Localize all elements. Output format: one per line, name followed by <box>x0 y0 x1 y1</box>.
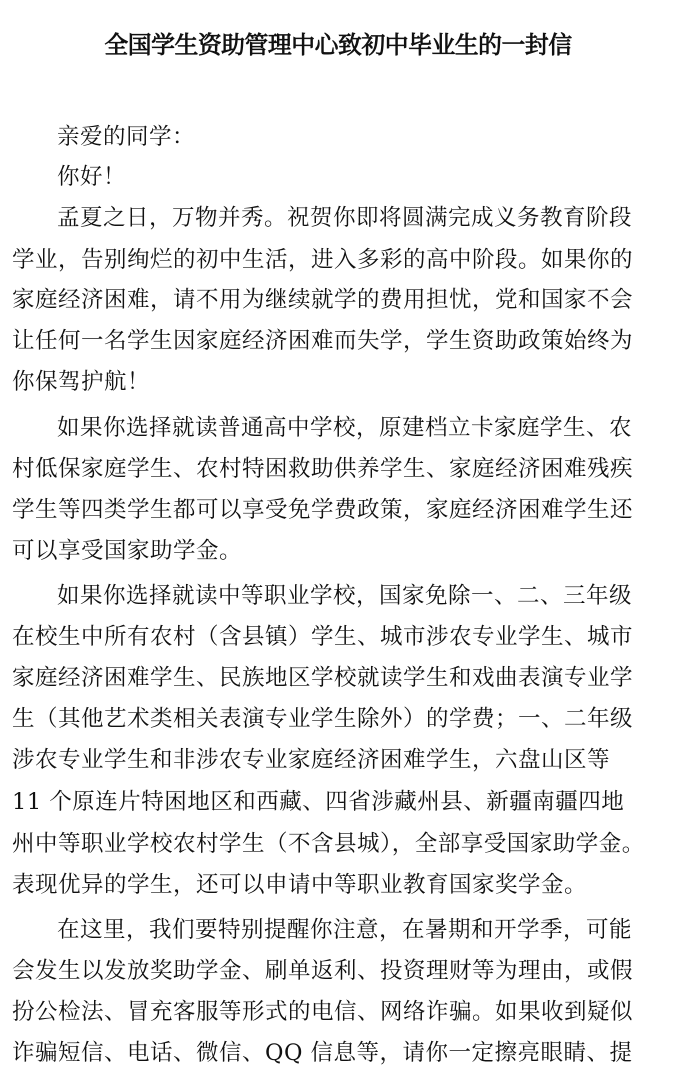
text-line: 学业，告别绚烂的初中生活，进入多彩的高中阶段。如果你的 <box>12 247 634 273</box>
text-line: 孟夏之日，万物并秀。祝贺你即将圆满完成义务教育阶段 <box>57 205 633 231</box>
greeting: 你好！ <box>57 164 127 190</box>
text-line: 生（其他艺术类相关表演专业学生除外）的学费；一、二年级 <box>12 706 634 732</box>
text-line: 诈骗短信、电话、微信、QQ 信息等，请你一定擦亮眼睛、提 <box>12 1040 633 1066</box>
text-line: 涉农专业学生和非涉农专业家庭经济困难学生，六盘山区等 <box>12 747 611 773</box>
text-line: 州中等职业学校农村学生（不含县城），全部享受国家助学金。 <box>12 831 645 857</box>
text-line: 可以享受国家助学金。 <box>12 538 243 564</box>
text-line: 在校生中所有农村（含县镇）学生、城市涉农专业学生、城市 <box>12 624 634 650</box>
text-line: 村低保家庭学生、农村特困救助供养学生、家庭经济困难残疾 <box>12 456 634 482</box>
text-line: 如果你选择就读普通高中学校，原建档立卡家庭学生、农 <box>57 415 633 441</box>
text-line: 11 个原连片特困地区和西藏、四省涉藏州县、新疆南疆四地 <box>12 789 625 815</box>
text-line: 学生等四类学生都可以享受免学费政策，家庭经济困难学生还 <box>12 497 634 523</box>
letter-title: 全国学生资助管理中心致初中毕业生的一封信 <box>104 31 572 59</box>
text-line: 让任何一名学生因家庭经济困难而失学，学生资助政策始终为 <box>12 328 634 354</box>
text-line: 表现优异的学生，还可以申请中等职业教育国家奖学金。 <box>12 872 588 898</box>
text-line: 如果你选择就读中等职业学校，国家免除一、二、三年级 <box>57 583 633 609</box>
salutation: 亲爱的同学： <box>57 124 196 150</box>
text-line: 家庭经济困难，请不用为继续就学的费用担忧，党和国家不会 <box>12 287 634 313</box>
text-line: 扮公检法、冒充客服等形式的电信、网络诈骗。如果收到疑似 <box>12 999 634 1025</box>
text-line: 家庭经济困难学生、民族地区学校就读学生和戏曲表演专业学 <box>12 665 634 691</box>
text-line: 会发生以发放奖助学金、刷单返利、投资理财等为理由，或假 <box>12 958 634 984</box>
text-line: 在这里，我们要特别提醒你注意，在暑期和开学季，可能 <box>57 917 633 943</box>
text-line: 你保驾护航！ <box>12 369 151 395</box>
